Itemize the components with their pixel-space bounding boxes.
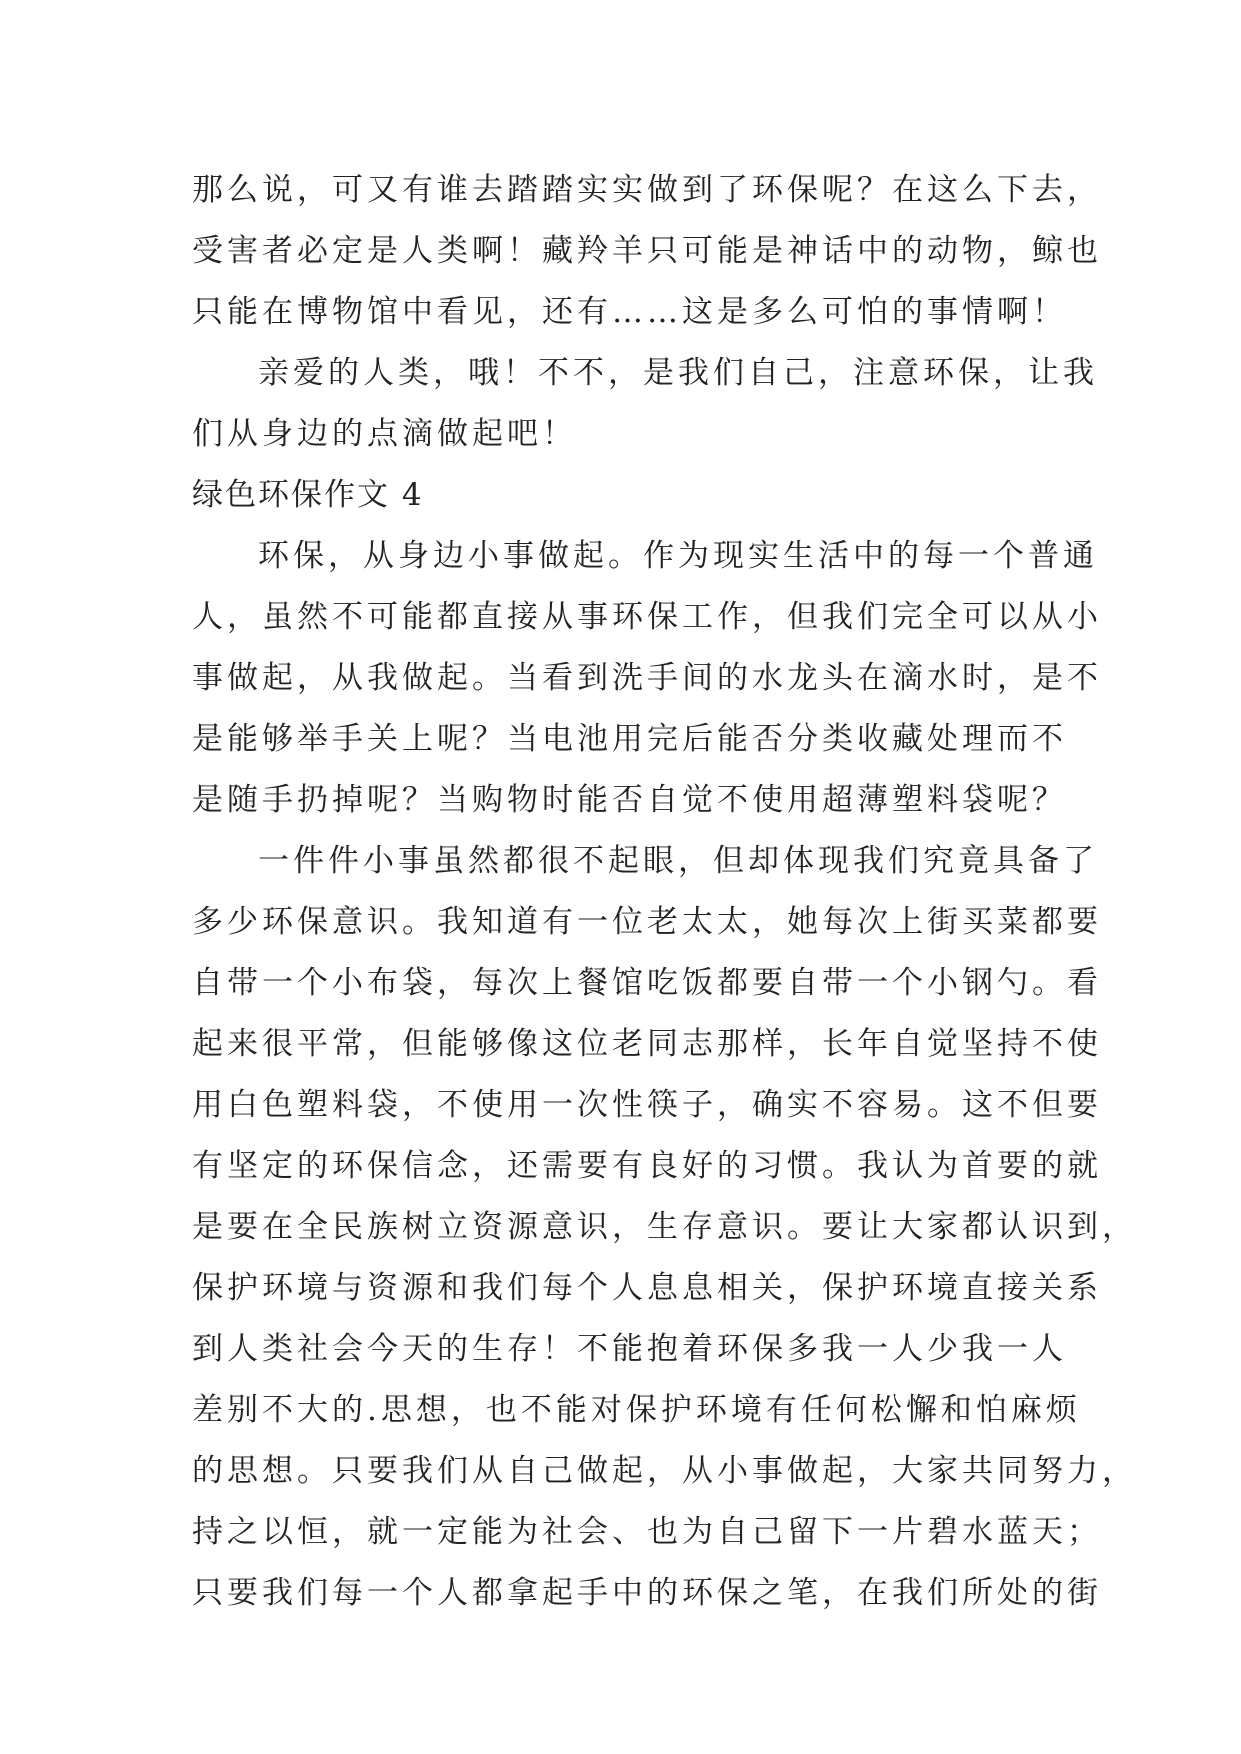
text-line: 持之以恒，就一定能为社会、也为自己留下一片碧水蓝天； [192,1514,1102,1550]
text-line: 人，虽然不可能都直接从事环保工作，但我们完全可以从小 [192,599,1102,635]
document-body [192,160,1137,1624]
text-line: 多少环保意识。我知道有一位老太太，她每次上街买菜都要 [192,904,1102,940]
section-heading: 绿色环保作文 4 [192,477,424,513]
text-line: 只要我们每一个人都拿起手中的环保之笔，在我们所处的街 [192,1575,1102,1611]
text-line: 只能在博物馆中看见，还有……这是多么可怕的事情啊！ [192,294,1067,330]
text-line: 那么说，可又有谁去踏踏实实做到了环保呢？在这么下去， [192,172,1102,208]
text-line: 起来很平常，但能够像这位老同志那样，长年自觉坚持不使 [192,1026,1102,1062]
text-line: 受害者必定是人类啊！藏羚羊只可能是神话中的动物，鲸也 [192,233,1102,269]
text-line: 的思想。只要我们从自己做起，从小事做起，大家共同努力， [192,1453,1137,1489]
text-line: 有坚定的环保信念，还需要有良好的习惯。我认为首要的就 [192,1148,1102,1184]
text-line: 是能够举手关上呢？当电池用完后能否分类收藏处理而不 [192,721,1067,757]
text-line: 用白色塑料袋，不使用一次性筷子，确实不容易。这不但要 [192,1087,1102,1123]
text-line: 环保，从身边小事做起。作为现实生活中的每一个普通 [258,538,1098,574]
text-line: 差别不大的.思想，也不能对保护环境有任何松懈和怕麻烦 [192,1392,1081,1428]
text-line: 是随手扔掉呢？当购物时能否自觉不使用超薄塑料袋呢？ [192,782,1067,818]
text-line: 保护环境与资源和我们每个人息息相关，保护环境直接关系 [192,1270,1102,1306]
text-line: 们从身边的点滴做起吧！ [192,416,577,452]
text-line: 是要在全民族树立资源意识，生存意识。要让大家都认识到， [192,1209,1137,1245]
text-line: 事做起，从我做起。当看到洗手间的水龙头在滴水时，是不 [192,660,1102,696]
text-line: 一件件小事虽然都很不起眼，但却体现我们究竟具备了 [258,843,1098,879]
text-line: 亲爱的人类，哦！不不，是我们自己，注意环保，让我 [258,355,1098,391]
text-line: 到人类社会今天的生存！不能抱着环保多我一人少我一人 [192,1331,1067,1367]
text-line: 自带一个小布袋，每次上餐馆吃饭都要自带一个小钢勺。看 [192,965,1102,1001]
